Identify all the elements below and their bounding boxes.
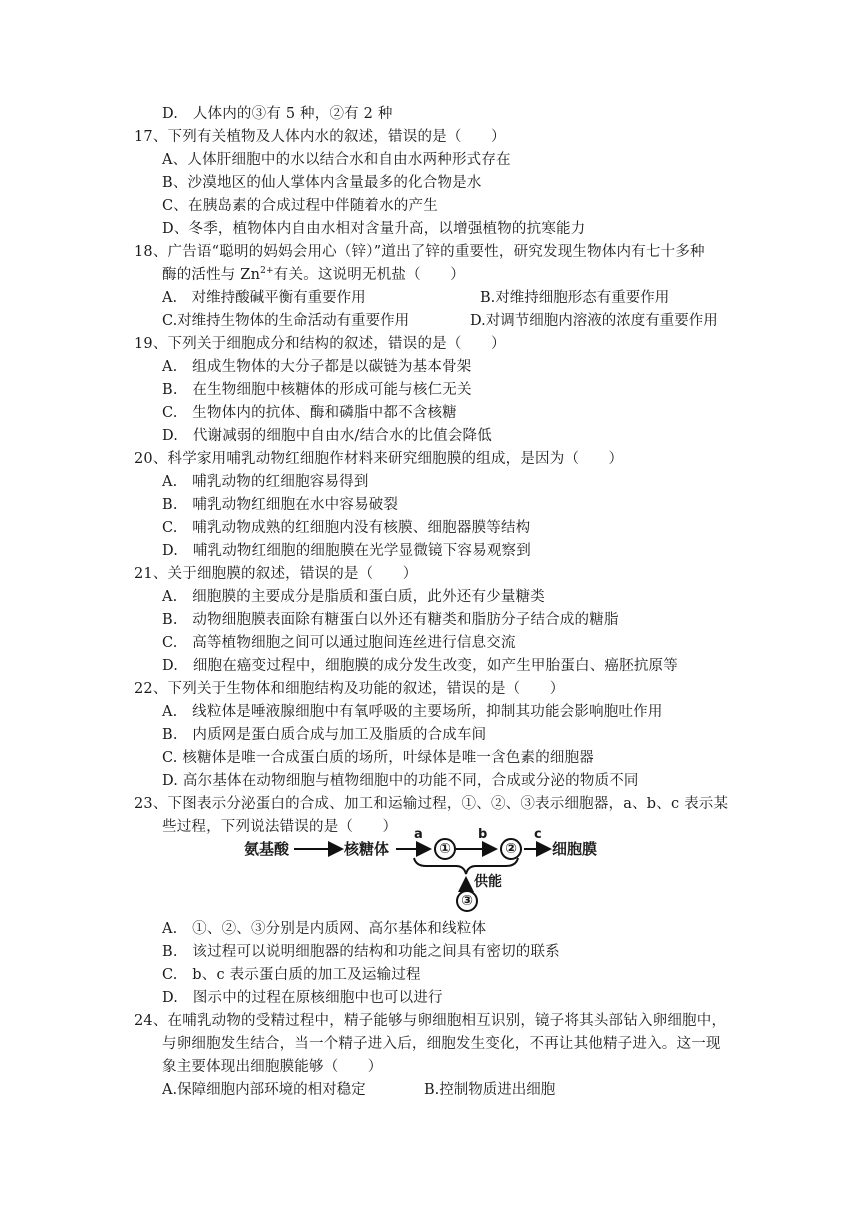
q23-option-d: D. 图示中的过程在原核细胞中也可以进行 — [162, 990, 443, 1006]
q23-stem: 23、下图表示分泌蛋白的合成、加工和运输过程，①、②、③表示细胞器，a、b、c 表示某 — [134, 796, 729, 812]
q19-option-b: B. 在生物细胞中核糖体的形成可能与核仁无关 — [162, 382, 472, 398]
q22-stem: 22、下列关于生物体和细胞结构及功能的叙述，错误的是（ ） — [134, 681, 565, 697]
q18-stem-part2: 有关。这说明无机盐（ ） — [273, 267, 465, 283]
q24-option-b: B.控制物质进出细胞 — [424, 1082, 556, 1098]
amino-acid-label: 氨基酸 — [244, 840, 290, 858]
q18-option-a: A. 对维持酸碱平衡有重要作用 — [162, 290, 366, 306]
energy-supply-label: 供能 — [474, 874, 502, 890]
organelle-2-circle: ② — [500, 838, 522, 860]
diagram-arrows — [244, 828, 602, 910]
ribosome-label: 核糖体 — [344, 840, 390, 858]
q22-option-c: C. 核糖体是唯一合成蛋白质的场所，叶绿体是唯一含色素的细胞器 — [162, 750, 594, 766]
q20-option-b: B. 哺乳动物红细胞在水中容易破裂 — [162, 497, 399, 513]
q23-option-c: C. b、c 表示蛋白质的加工及运输过程 — [162, 967, 421, 983]
cell-membrane-label: 细胞膜 — [552, 840, 598, 858]
organelle-1-circle: ① — [434, 838, 456, 860]
q19-option-a: A. 组成生物体的大分子都是以碳链为基本骨架 — [162, 359, 472, 375]
q22-option-d: D. 高尔基体在动物细胞与植物细胞中的功能不同，合成或分泌的物质不同 — [162, 773, 639, 789]
q23-option-b: B. 该过程可以说明细胞器的结构和功能之间具有密切的联系 — [162, 944, 560, 960]
q21-stem: 21、关于细胞膜的叙述，错误的是（ ） — [134, 566, 418, 582]
q19-option-d: D. 代谢减弱的细胞中自由水/结合水的比值会降低 — [162, 428, 492, 444]
q20-option-d: D. 哺乳动物红细胞的细胞膜在光学显微镜下容易观察到 — [162, 543, 531, 559]
q24-option-a: A.保障细胞内部环境的相对稳定 — [162, 1082, 366, 1098]
q17-option-b: B、沙漠地区的仙人掌体内含量最多的化合物是水 — [162, 175, 482, 191]
q20-option-c: C. 哺乳动物成熟的红细胞内没有核膜、细胞器膜等结构 — [162, 520, 531, 536]
q21-option-a: A. 细胞膜的主要成分是脂质和蛋白质，此外还有少量糖类 — [162, 589, 545, 605]
q23-stem-cont: 些过程，下列说法错误的是（ ） — [162, 819, 398, 835]
q17-option-d: D、冬季，植物体内自由水相对含量升高，以增强植物的抗寒能力 — [162, 221, 586, 237]
q22-option-b: B. 内质网是蛋白质合成与加工及脂质的合成车间 — [162, 727, 487, 743]
q19-option-c: C. 生物体内的抗体、酶和磷脂中都不含核糖 — [162, 405, 457, 421]
q18-option-b: B.对维持细胞形态有重要作用 — [480, 290, 670, 306]
q18-option-c: C.对维持生物体的生命活动有重要作用 — [162, 313, 410, 329]
q24-stem-cont1: 与卵细胞发生结合，当一个精子进入后，细胞发生变化，不再让其他精子进入。这一现 — [162, 1036, 721, 1052]
q21-option-b: B. 动物细胞膜表面除有糖蛋白以外还有糖类和脂肪分子结合成的糖脂 — [162, 612, 619, 628]
q18-option-d: D.对调节细胞内溶液的浓度有重要作用 — [470, 313, 718, 329]
q21-option-c: C. 高等植物细胞之间可以通过胞间连丝进行信息交流 — [162, 635, 516, 651]
q17-option-a: A、人体肝细胞中的水以结合水和自由水两种形式存在 — [162, 152, 511, 168]
organelle-3-circle: ③ — [456, 890, 478, 912]
q22-option-a: A. 线粒体是唾液腺细胞中有氧呼吸的主要场所，抑制其功能会影响胞吐作用 — [162, 704, 663, 720]
process-a-label: a — [414, 827, 423, 842]
q17-stem: 17、下列有关植物及人体内水的叙述，错误的是（ ） — [134, 129, 506, 145]
q18-stem: 18、广告语“聪明的妈妈会用心（锌）”道出了锌的重要性，研究发现生物体内有七十多种 — [134, 244, 705, 260]
q21-option-d: D. 细胞在癌变过程中，细胞膜的成分发生改变，如产生甲胎蛋白、癌胚抗原等 — [162, 658, 678, 674]
zn-charge-superscript: 2+ — [260, 266, 274, 277]
q20-stem: 20、科学家用哺乳动物红细胞作材料来研究细胞膜的组成，是因为（ ） — [134, 451, 624, 467]
q23-option-a: A. ①、②、③分别是内质网、高尔基体和线粒体 — [162, 921, 487, 937]
q16-option-d: D. 人体内的③有 5 种，②有 2 种 — [162, 106, 393, 122]
q24-stem: 24、在哺乳动物的受精过程中，精子能够与卵细胞相互识别，镜子将其头部钻入卵细胞中， — [134, 1013, 727, 1029]
q20-option-a: A. 哺乳动物的红细胞容易得到 — [162, 474, 369, 490]
q17-option-c: C、在胰岛素的合成过程中伴随着水的产生 — [162, 198, 438, 214]
q24-stem-cont2: 象主要体现出细胞膜能够（ ） — [162, 1059, 383, 1075]
process-c-label: c — [534, 827, 542, 842]
process-b-label: b — [478, 827, 488, 842]
q18-stem-cont — [162, 264, 465, 286]
q19-stem: 19、下列关于细胞成分和结构的叙述，错误的是（ ） — [134, 336, 506, 352]
q18-stem-part1: 酶的活性与 Zn — [162, 267, 261, 283]
secretory-pathway-diagram — [244, 828, 602, 910]
